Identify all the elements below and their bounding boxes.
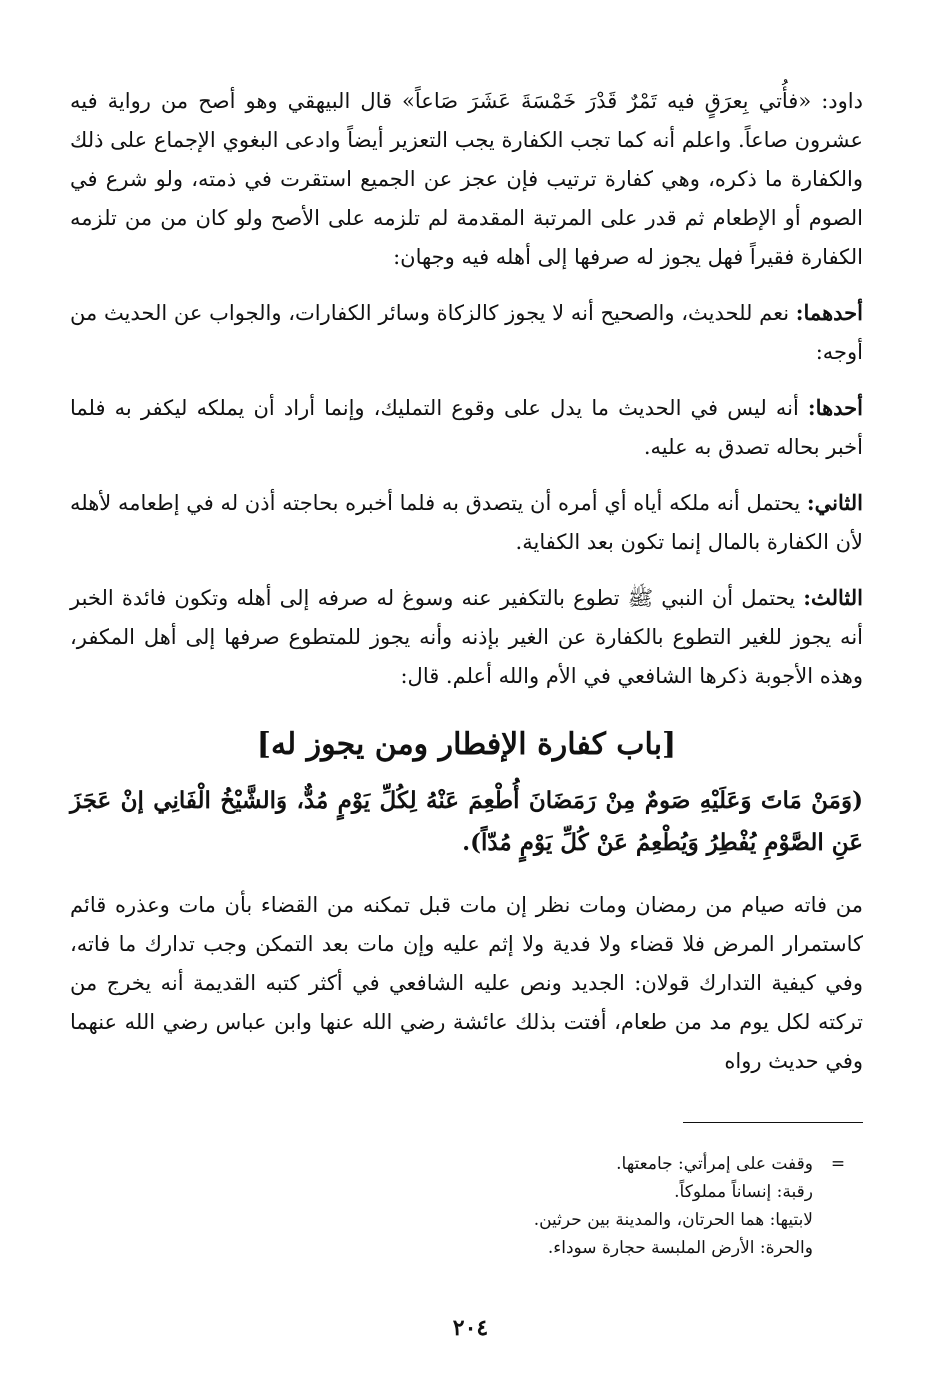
footnotes [73,1150,863,1262]
chapter-heading: [باب كفارة الإفطار ومن يجوز له] [256,727,677,762]
footnote-text: رقبة: إنساناً مملوكاً. [674,1182,813,1202]
footnote-line [73,1150,863,1178]
paragraph-opening [70,82,863,277]
paragraph-first-view-lead: أحدهما: [795,300,863,325]
page-number: ٢٠٤ [452,1315,489,1341]
matn-text: (وَمَنْ مَاتَ وَعَلَيْهِ صَومٌ مِنْ رَمَضَانَ أُطْعِمَ عَنْهُ لِكُلِّ يَوْمٍ مُدٌّ، وَالشَّيْخُ الْفَانِي إنْ عَجَزَ عَنِ الصَّوْمِ يُفْطِرُ وَيُطْعِمُ عَنْ كُلِّ يَوْمٍ مُدّاً). [70,787,863,856]
footnote-line [73,1206,863,1234]
footnote-continuation-mark: = [830,1154,846,1174]
footnote-line [73,1178,863,1206]
footnote-separator [683,1122,863,1123]
paragraph-answer-three-lead: الثالث: [803,585,863,610]
paragraph-answer-two-text: يحتمل أنه ملكه أياه أي أمره أن يتصدق به فلما أخبره بحاجته أذن له في إطعامه لأهله لأن الكفارة بالمال إنما تكون بعد الكفاية. [70,491,863,554]
paragraph-answer-one-text: أنه ليس في الحديث ما يدل على وقوع التمليك، وإنما أراد أن يملكه ليكفر به فلما أخبر بحاله تصدق به عليه. [70,396,863,459]
paragraph-commentary [70,886,863,1081]
paragraph-answer-one-lead: أحدها: [807,395,863,420]
paragraph-first-view-text: نعم للحديث، والصحيح أنه لا يجوز كالزكاة وسائر الكفارات، والجواب عن الحديث من أوجه: [70,301,863,364]
paragraph-answer-three-text: يحتمل أن النبي ﷺ تطوع بالتكفير عنه وسوغ له صرفه إلى أهله وتكون فائدة الخبر أنه يجوز للغير التطوع بالكفارة عن الغير بإذنه وأنه يجوز للمتطوع صرفها إلى أهل المكفر، وهذه الأجوبة ذكرها الشافعي في الأم والله أعلم. قال: [70,586,863,688]
paragraph-answer-two [70,483,863,562]
footnote-text: والحرة: الأرض الملبسة حجارة سوداء. [547,1238,813,1258]
paragraph-opening-text: داود: «فأُتي بِعرَقٍ فيه تَمْرٌ قَدْرَ خَمْسَةَ عَشَرَ صَاعاً» قال البيهقي وهو أصح من رواية فيه عشرون صاعاً. واعلم أنه كما تجب الكفارة يجب التعزير أيضاً وادعى البغوي الإجماع على ذلك والكفارة ما ذكره، وهي كفارة ترتيب فإن عجز عن الجميع استقرت في ذمته، ولو شرع في الصوم أو الإطعام ثم قدر على المرتبة المقدمة لم تلزمه على الأصح ولو كان من من تلزمه الكفارة فقيراً فهل يجوز له صرفها إلى أهله فيه وجهان: [70,89,863,269]
paragraph-answer-one [70,388,863,467]
paragraph-answer-three [70,578,863,696]
footnote-text: لابتيها: هما الحرتان، والمدينة بين حرثين. [533,1210,813,1230]
paragraph-answer-two-lead: الثاني: [806,490,863,515]
paragraph-first-view [70,293,863,372]
footnote-line [73,1234,863,1262]
footnote-text: وقفت على إمرأتي: جامعتها. [616,1154,813,1174]
paragraph-commentary-text: من فاته صيام من رمضان ومات نظر إن مات قبل تمكنه من القضاء بأن مات وعذره قائم كاستمرار المرض فلا قضاء ولا فدية ولا إثم عليه وإن مات بعد التمكن وجب تدارك ما فاته، وفي كيفية التدارك قولان: الجديد ونص عليه الشافعي في أكثر كتبه القديمة أنه يخرج من تركته لكل يوم مد من طعام، أفتت بذلك عائشة رضي الله عنها وابن عباس رضي الله عنهما وفي حديث رواه [70,893,863,1073]
